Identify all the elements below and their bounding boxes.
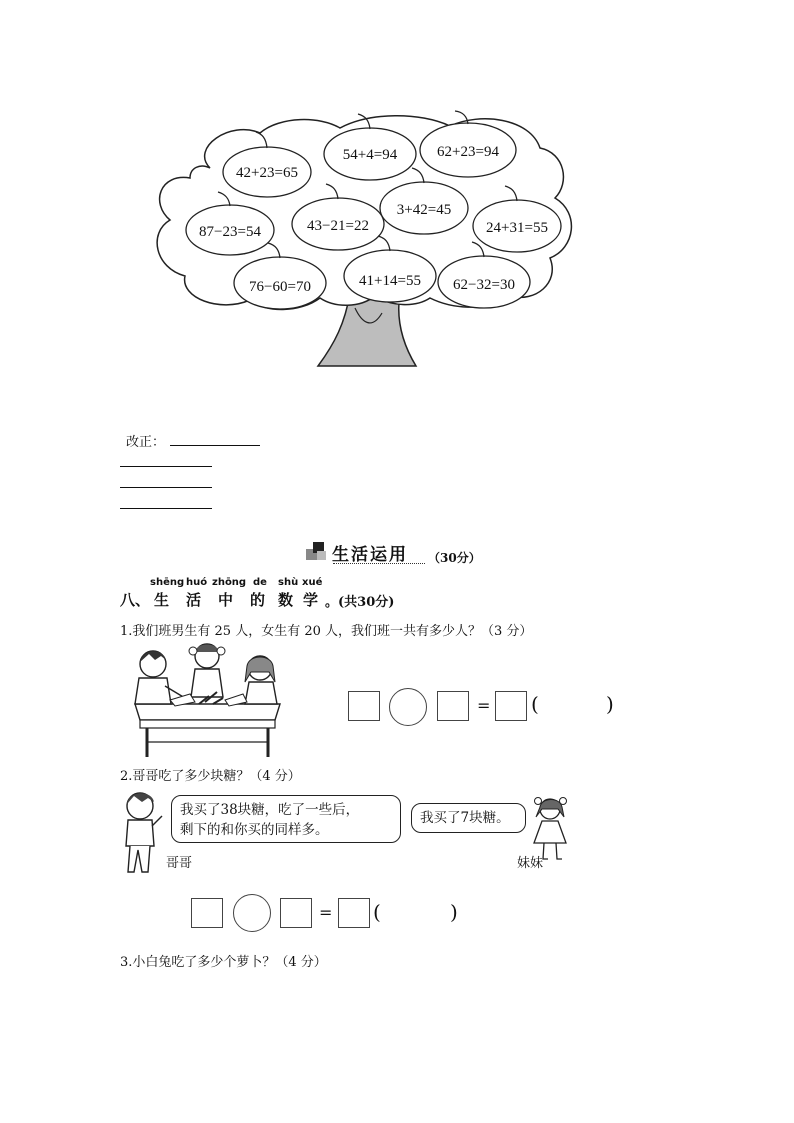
sister-label: 妹妹 — [517, 856, 544, 871]
brother-illustration — [118, 788, 168, 878]
p2-equals-sign: = — [319, 903, 333, 922]
brother-label: 哥哥 — [166, 856, 193, 871]
correction-line-4[interactable] — [120, 508, 212, 509]
equation-5: 43−21=22 — [307, 218, 369, 234]
p1-unit-blank[interactable] — [545, 694, 605, 718]
children-at-table-illustration — [125, 642, 290, 760]
equation-7: 24+31=55 — [486, 220, 548, 236]
correction-label: 改正： — [126, 435, 166, 450]
q8-number: 八、 — [120, 591, 151, 609]
equation-6: 3+42=45 — [396, 202, 452, 218]
equation-4: 87−23=54 — [199, 224, 261, 240]
p1-unit-paren-left: ( — [531, 692, 539, 716]
section-underline — [333, 563, 425, 564]
section-title: 生活运用 — [332, 545, 408, 565]
equation-1: 42+23=65 — [236, 165, 298, 181]
equation-8: 76−60=70 — [249, 279, 311, 295]
equation-10: 62−32=30 — [453, 277, 515, 293]
p2-answer-box-3[interactable] — [338, 898, 370, 928]
p1-equals-sign: = — [477, 696, 491, 715]
p2-answer-box-1[interactable] — [191, 898, 223, 928]
equation-3: 62+23=94 — [437, 144, 499, 160]
problem-2-text: 2.哥哥吃了多少块糖？（4 分） — [120, 769, 301, 784]
problem-1-text: 1.我们班男生有 25 人，女生有 20 人，我们班一共有多少人？（3 分） — [120, 624, 533, 639]
p2-unit-blank[interactable] — [386, 902, 448, 926]
brother-speech-line-2: 剩下的和你买的同样多。 — [180, 822, 329, 838]
apple-tree-illustration — [150, 108, 580, 373]
correction-line-2[interactable] — [120, 466, 212, 467]
p1-unit-paren-right: ) — [606, 692, 614, 716]
sister-speech-bubble — [411, 803, 526, 833]
section-score: （30分） — [428, 551, 481, 565]
equation-9: 41+14=55 — [359, 273, 421, 289]
brother-speech-line-1: 我买了38块糖，吃了一些后， — [180, 802, 360, 818]
p2-answer-box-2[interactable] — [280, 898, 312, 928]
brother-speech-bubble — [171, 795, 401, 843]
p1-operator-circle[interactable] — [389, 688, 427, 726]
correction-line-1[interactable] — [170, 445, 260, 446]
p1-answer-box-3[interactable] — [495, 691, 527, 721]
q8-pinyin-title: shēng huó zhōng de shù xué 生 活 中 的 数 学 。(共30分) — [150, 577, 395, 610]
p1-answer-box-2[interactable] — [437, 691, 469, 721]
p1-answer-box-1[interactable] — [348, 691, 380, 721]
p2-unit-paren-left: ( — [373, 900, 381, 924]
sister-speech-text: 我买了7块糖。 — [420, 810, 510, 826]
correction-line-3[interactable] — [120, 487, 212, 488]
section-squares-icon — [304, 540, 330, 562]
problem-3-text: 3.小白兔吃了多少个萝卜？（4 分） — [120, 955, 327, 970]
equation-2: 54+4=94 — [342, 147, 398, 163]
p2-operator-circle[interactable] — [233, 894, 271, 932]
p2-unit-paren-right: ) — [450, 900, 458, 924]
